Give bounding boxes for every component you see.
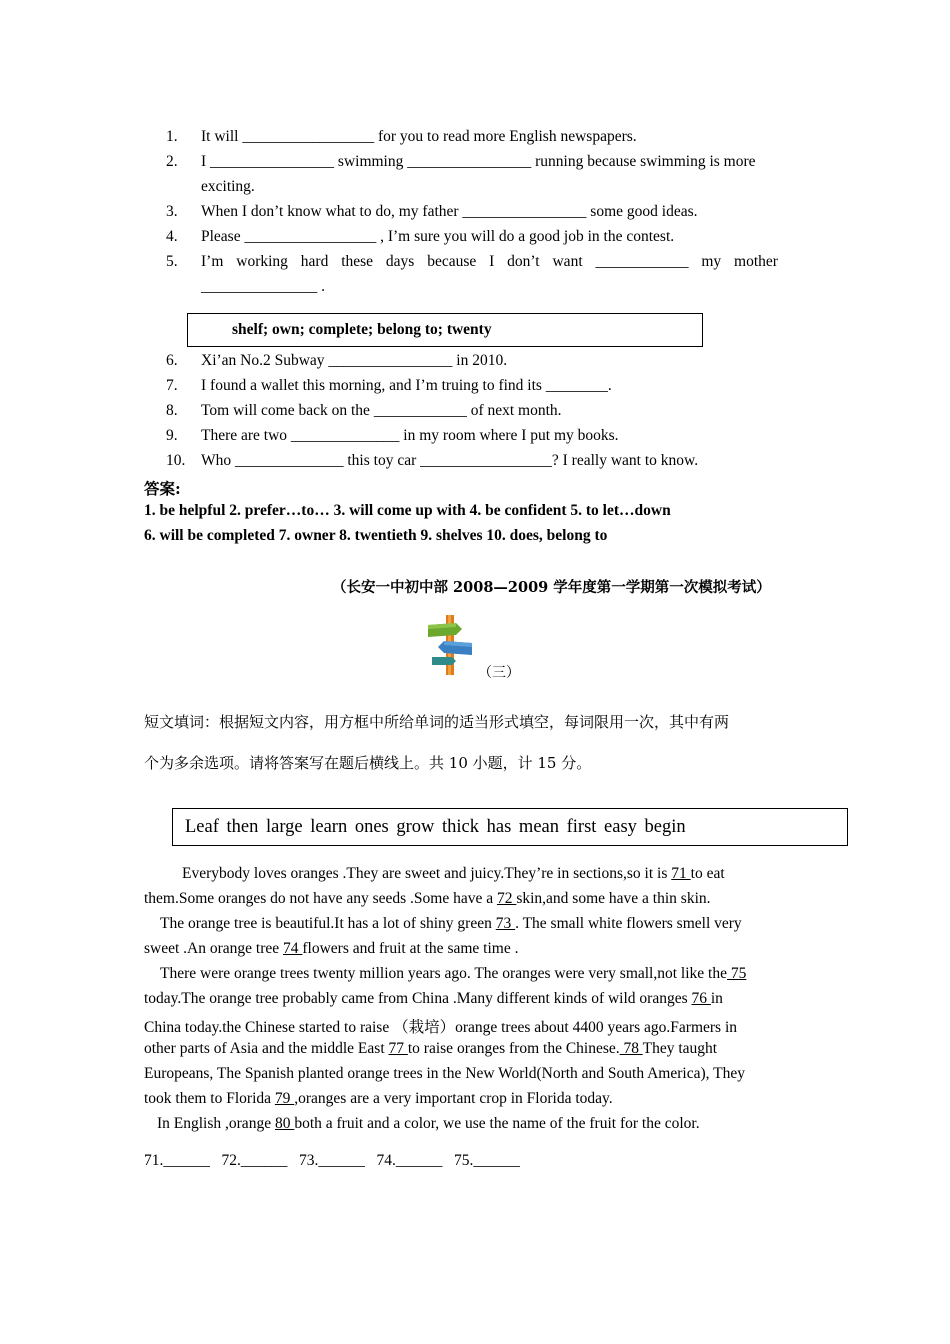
blank-72: 72 [496,890,517,907]
passage-line [144,890,711,908]
passage-line [144,1090,613,1108]
passage-line [144,940,518,958]
passage-text: flowers and fruit at the same time . [302,940,519,957]
question-text: It will _________________ for you to read more English newspapers. [201,128,637,145]
passage-text: Everybody loves oranges .They are sweet and juicy.They’re in sections,so it is [182,865,672,882]
question-text: There are two ______________ in my room where I put my books. [201,427,619,444]
question-number: 5. [166,253,178,270]
answer-blanks[interactable]: 71.______ 72.______ 73.______ 74.______ 75.______ [144,1152,520,1169]
passage-text: other parts of Asia and the middle East [144,1040,389,1057]
word-bank-box: shelf; own; complete; belong to; twenty [187,313,703,347]
passage-text: skin,and some have a thin skin. [516,890,711,907]
passage-line: Europeans, The Spanish planted orange trees in the New World(North and South America), They [144,1065,745,1082]
passage-line [160,915,742,933]
question-number: 2. [166,153,178,170]
question-text-continued: _______________ . [201,278,325,295]
passage-text: today.The orange tree probably came from China .Many different kinds of wild oranges [144,990,692,1007]
answers-line-2: 6. will be completed 7. owner 8. twentieth 9. shelves 10. does, belong to [144,527,608,544]
question-text: I ________________ swimming ________________ running because swimming is more [201,153,756,170]
answers-label: 答案: [144,479,181,498]
question-number: 3. [166,203,178,220]
passage-text: In English ,orange [157,1115,275,1132]
question-text-continued: exciting. [201,178,255,195]
passage-text: them.Some oranges do not have any seeds .Some have a [144,890,497,907]
question-number: 8. [166,402,178,419]
word-bank-box-2: Leaf then large learn ones grow thick has mean first easy begin [172,808,848,846]
passage-line [144,1040,717,1058]
answers-line-1: 1. be helpful 2. prefer…to… 3. will come up with 4. be confident 5. to let…down [144,502,671,519]
passage-text: both a fruit and a color, we use the name of the fruit for the color. [294,1115,700,1132]
passage-text: ,oranges are a very important crop in Florida today. [294,1090,613,1107]
instructions-line-2: 个为多余选项。请将答案写在题后横线上。共 10 小题，计 15 分。 [144,754,592,772]
question-number: 1. [166,128,178,145]
passage-text: sweet .An orange tree [144,940,284,957]
passage-line: China today.the Chinese started to raise （栽培）orange trees about 4400 years ago.Farmers in [144,1019,738,1036]
blank-73: 73 [495,915,516,932]
question-number: 6. [166,352,178,369]
question-number: 4. [166,228,178,245]
question-number: 10. [166,452,186,469]
question-text: Xi’an No.2 Subway ________________ in 2010. [201,352,508,369]
section-label: （三） [478,665,520,681]
passage-text: There were orange trees twenty million years ago. The oranges were very small,not like the [160,965,727,982]
passage-text: took them to Florida [144,1090,275,1107]
signpost-logo-icon [426,613,474,677]
question-text: I found a wallet this morning, and I’m truing to find its ________. [201,377,612,394]
passage-text: to raise oranges from the Chinese. [407,1040,620,1057]
passage-text: . The small white flowers smell very [515,915,742,932]
question-number: 9. [166,427,178,444]
question-number: 7. [166,377,178,394]
blank-78: 78 [619,1040,643,1057]
instructions-line-1: 短文填词：根据短文内容，用方框中所给单词的适当形式填空，每词限用一次，其中有两 [144,713,730,731]
passage-text: to eat [690,865,725,882]
question-text: I’m working hard these days because I don’t want ____________ my mother [201,253,778,270]
passage-line [182,865,725,883]
passage-text: in [710,990,723,1007]
passage-text: The orange tree is beautiful.It has a lot of shiny green [160,915,496,932]
passage-line [160,965,746,983]
question-text: Please _________________ , I’m sure you will do a good job in the contest. [201,228,675,245]
passage-line [144,990,723,1008]
blank-79: 79 [274,1090,295,1107]
question-text: Tom will come back on the ____________ of next month. [201,402,562,419]
passage-line [157,1115,700,1133]
passage-text: They taught [642,1040,718,1057]
blank-74: 74 [283,940,303,957]
blank-75: 75 [726,965,747,982]
blank-77: 77 [388,1040,408,1057]
question-text: When I don’t know what to do, my father ________________ some good ideas. [201,203,698,220]
blank-76: 76 [691,990,711,1007]
blank-80: 80 [274,1115,295,1132]
exam-title: （长安一中初中部 2008—2009 学年度第一学期第一次模拟考试） [332,579,771,596]
blank-71: 71 [671,865,691,882]
question-text: Who ______________ this toy car _________________? I really want to know. [201,452,699,469]
